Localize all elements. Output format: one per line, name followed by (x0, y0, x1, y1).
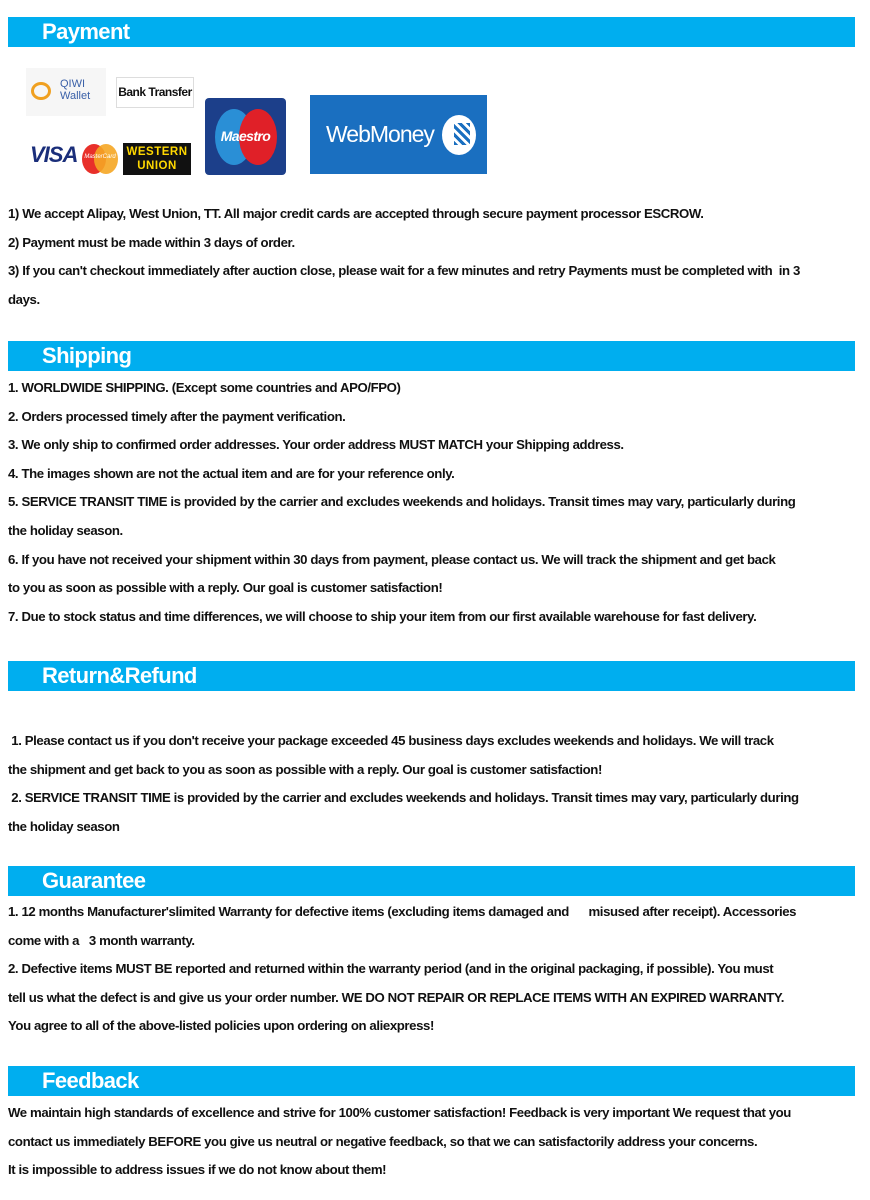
payment-text (8, 200, 858, 314)
shipping-line: to you as soon as possible with a reply. Our goal is customer satisfaction! (8, 580, 443, 596)
shipping-line: 6. If you have not received your shipment within 30 days from payment, please contact us. We will track the shipment and get back (8, 551, 776, 567)
qiwi-label: QIWI Wallet (60, 78, 91, 102)
shipping-line: 1. WORLDWIDE SHIPPING. (Except some countries and APO/FPO) (8, 380, 401, 395)
mastercard-label: MasterCard (84, 154, 116, 160)
return-line: 2. SERVICE TRANSIT TIME is provided by the carrier and excludes weekends and holidays. Transit times may vary, particularly during (8, 790, 799, 806)
shipping-line: 7. Due to stock status and time differences, we will choose to ship your item from our first available warehouse for fast delivery. (8, 608, 757, 624)
western-union-logo: WESTERN UNION (123, 143, 191, 175)
shipping-line: 3. We only ship to confirmed order addresses. Your order address MUST MATCH your Shipping address. (8, 437, 624, 453)
shipping-line: 2. Orders processed timely after the payment verification. (8, 408, 346, 424)
feedback-line: It is impossible to address issues if we do not know about them! (8, 1162, 387, 1178)
feedback-line: We maintain high standards of excellence and strive for 100% customer satisfaction! Feedback is very important We request that you (8, 1105, 791, 1120)
shipping-line: the holiday season. (8, 522, 123, 538)
return-line: 1. Please contact us if you don't receive your package exceeded 45 business days excludes weekends and holidays. We will track (8, 733, 774, 748)
shipping-line: 4. The images shown are not the actual item and are for your reference only. (8, 465, 455, 481)
visa-logo: VISA (30, 142, 78, 167)
return-line: the holiday season (8, 818, 120, 834)
guarantee-text (8, 898, 858, 1041)
guarantee-header (8, 866, 855, 896)
return-refund-text (8, 727, 858, 841)
feedback-header (8, 1066, 855, 1096)
payment-line: 1) We accept Alipay, West Union, TT. All major credit cards are accepted through secure payment processor ESCROW. (8, 206, 704, 221)
payment-line: 3) If you can't checkout immediately after auction close, please wait for a few minutes and retry Payments must be completed with in 3 (8, 263, 800, 279)
payment-line: 2) Payment must be made within 3 days of order. (8, 234, 295, 250)
feedback-text (8, 1099, 858, 1185)
qiwi-wallet-logo (26, 68, 106, 116)
return-line: the shipment and get back to you as soon as possible with a reply. Our goal is customer satisfaction! (8, 761, 602, 777)
feedback-title: Feedback (42, 1068, 139, 1093)
guarantee-line: 2. Defective items MUST BE reported and returned within the warranty period (and in the original packaging, if possible). You must (8, 961, 774, 977)
feedback-line: contact us immediately BEFORE you give us neutral or negative feedback, so that we can satisfactorily address your concerns. (8, 1133, 758, 1149)
return-refund-header (8, 661, 855, 691)
shipping-line: 5. SERVICE TRANSIT TIME is provided by the carrier and excludes weekends and holidays. Transit times may vary, particularly during (8, 494, 796, 510)
payment-line: days. (8, 291, 40, 307)
guarantee-title: Guarantee (42, 868, 146, 893)
webmoney-label: WebMoney (326, 121, 434, 147)
payment-title: Payment (42, 19, 130, 44)
shipping-header (8, 341, 855, 371)
guarantee-line: tell us what the defect is and give us your order number. WE DO NOT REPAIR OR REPLACE ITEMS WITH AN EXPIRED WARRANTY. (8, 989, 785, 1005)
guarantee-line: come with a 3 month warranty. (8, 932, 195, 948)
shipping-title: Shipping (42, 343, 132, 368)
qiwi-icon (31, 82, 51, 100)
guarantee-line: You agree to all of the above-listed policies upon ordering on aliexpress! (8, 1018, 434, 1034)
mastercard-logo (82, 142, 118, 176)
webmoney-logo (310, 95, 487, 174)
bank-transfer-logo: Bank Transfer (116, 77, 194, 108)
shipping-text (8, 374, 858, 631)
webmoney-globe-icon (442, 115, 476, 155)
return-refund-title: Return&Refund (42, 663, 197, 688)
maestro-label: Maestro (220, 128, 271, 144)
maestro-logo (205, 98, 286, 175)
guarantee-line: 1. 12 months Manufacturer'slimited Warranty for defective items (excluding items damaged and misused after receipt). Accessories (8, 904, 797, 919)
payment-header (8, 17, 855, 47)
